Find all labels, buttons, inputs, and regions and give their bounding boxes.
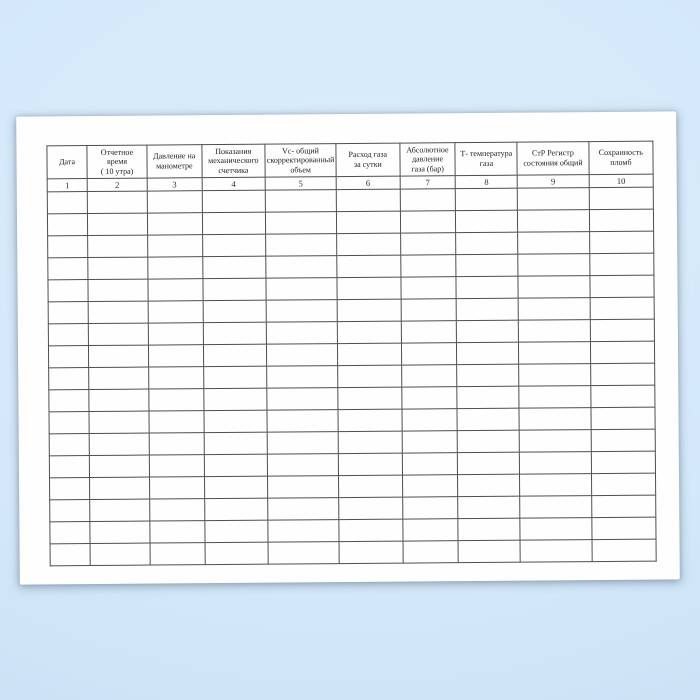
empty-log-cell — [88, 257, 148, 279]
empty-log-cell — [456, 276, 518, 298]
empty-log-cell — [48, 324, 88, 346]
empty-log-cell — [266, 234, 337, 257]
empty-log-cell — [457, 386, 519, 408]
empty-log-cell — [202, 190, 266, 212]
column-header-date: Дата — [47, 146, 87, 179]
empty-log-cell — [266, 256, 337, 279]
column-number: 5 — [265, 177, 336, 191]
empty-log-cell — [267, 432, 338, 455]
empty-log-cell — [402, 519, 458, 541]
empty-log-cell — [401, 387, 457, 409]
empty-log-cell — [518, 276, 590, 299]
empty-log-cell — [266, 300, 337, 323]
empty-log-cell — [150, 543, 205, 565]
empty-log-cell — [458, 496, 520, 518]
empty-log-cell — [148, 257, 203, 279]
empty-log-cell — [338, 387, 402, 409]
empty-log-cell — [204, 476, 268, 498]
table-body — [47, 187, 656, 566]
empty-log-cell — [401, 321, 457, 343]
column-header-mechanical-counter: Показания механического счетчика — [201, 144, 265, 177]
empty-log-cell — [268, 520, 339, 543]
empty-log-cell — [518, 320, 590, 343]
column-number: 2 — [87, 178, 147, 191]
empty-log-cell — [203, 344, 267, 366]
gas-log-table — [46, 141, 656, 567]
empty-log-cell — [402, 475, 458, 497]
empty-log-cell — [49, 390, 89, 412]
empty-log-cell — [204, 498, 268, 520]
empty-log-cell — [87, 213, 147, 235]
empty-log-cell — [266, 278, 337, 301]
empty-log-cell — [339, 497, 403, 519]
empty-log-row — [50, 539, 656, 566]
empty-log-cell — [49, 368, 89, 390]
empty-log-cell — [337, 233, 401, 255]
empty-log-cell — [149, 411, 204, 433]
empty-log-cell — [592, 517, 656, 540]
empty-log-cell — [89, 477, 149, 499]
column-number: 1 — [47, 179, 87, 192]
empty-log-cell — [590, 275, 654, 298]
empty-log-cell — [402, 497, 458, 519]
empty-log-cell — [89, 411, 149, 433]
empty-log-cell — [202, 256, 266, 278]
column-number: 3 — [147, 178, 202, 191]
empty-log-cell — [48, 258, 88, 280]
empty-log-cell — [589, 231, 653, 254]
empty-log-cell — [204, 520, 268, 542]
empty-log-cell — [458, 452, 520, 474]
empty-log-cell — [338, 431, 402, 453]
empty-log-cell — [456, 254, 518, 276]
empty-log-cell — [203, 388, 267, 410]
empty-log-cell — [401, 365, 457, 387]
empty-log-cell — [48, 302, 88, 324]
empty-log-cell — [401, 277, 457, 299]
empty-log-cell — [520, 518, 592, 541]
empty-log-cell — [589, 209, 653, 232]
empty-log-cell — [268, 542, 339, 565]
empty-log-cell — [518, 232, 590, 255]
empty-log-cell — [519, 342, 591, 365]
empty-log-cell — [88, 301, 148, 323]
empty-log-cell — [149, 367, 204, 389]
empty-log-cell — [90, 521, 150, 543]
empty-log-cell — [265, 190, 336, 213]
column-header-report-time: Отчетное время ( 10 утра) — [87, 145, 147, 178]
empty-log-cell — [456, 210, 518, 232]
empty-log-cell — [148, 323, 203, 345]
empty-log-cell — [520, 540, 592, 563]
empty-log-cell — [519, 430, 591, 453]
empty-log-cell — [590, 297, 654, 320]
column-number: 8 — [456, 175, 518, 188]
empty-log-cell — [48, 346, 88, 368]
empty-log-cell — [49, 412, 89, 434]
empty-log-cell — [591, 407, 655, 430]
empty-log-cell — [266, 212, 337, 235]
column-header-manometer-pressure: Давление на манометре — [147, 145, 202, 178]
empty-log-cell — [90, 543, 150, 565]
empty-log-cell — [518, 254, 590, 277]
empty-log-cell — [49, 434, 89, 456]
empty-log-cell — [590, 341, 654, 364]
table-header-row — [47, 141, 653, 179]
empty-log-cell — [458, 518, 520, 540]
empty-log-cell — [518, 298, 590, 321]
empty-log-cell — [88, 235, 148, 257]
empty-log-cell — [202, 212, 266, 234]
empty-log-cell — [517, 188, 589, 211]
column-header-status-register: СтР Регистр состояния общий — [517, 142, 589, 176]
empty-log-cell — [149, 455, 204, 477]
empty-log-cell — [268, 476, 339, 499]
empty-log-cell — [456, 188, 518, 210]
empty-log-cell — [520, 452, 592, 475]
empty-log-cell — [148, 279, 203, 301]
column-number: 10 — [589, 174, 653, 188]
column-header-corrected-volume: Vc- общий скорректированный объем — [265, 144, 336, 178]
empty-log-cell — [202, 278, 266, 300]
empty-log-cell — [203, 410, 267, 432]
empty-log-cell — [147, 213, 202, 235]
empty-log-cell — [519, 408, 591, 431]
empty-log-cell — [205, 542, 269, 564]
empty-log-cell — [400, 189, 456, 211]
empty-log-cell — [266, 322, 337, 345]
empty-log-cell — [337, 299, 401, 321]
empty-log-cell — [402, 409, 458, 431]
empty-log-cell — [400, 255, 456, 277]
empty-log-cell — [49, 456, 89, 478]
column-header-absolute-pressure: Абсолютное давление газа (бар) — [400, 143, 456, 176]
empty-log-cell — [89, 455, 149, 477]
empty-log-cell — [149, 389, 204, 411]
empty-log-cell — [590, 385, 654, 408]
column-number: 4 — [202, 177, 266, 190]
empty-log-cell — [589, 253, 653, 276]
empty-log-cell — [149, 433, 204, 455]
empty-log-cell — [88, 279, 148, 301]
empty-log-cell — [458, 430, 520, 452]
empty-log-cell — [267, 344, 338, 367]
empty-log-cell — [47, 214, 87, 236]
empty-log-cell — [338, 453, 402, 475]
empty-log-cell — [204, 454, 268, 476]
empty-log-cell — [88, 323, 148, 345]
column-number: 7 — [400, 176, 456, 189]
empty-log-cell — [518, 210, 590, 233]
empty-log-cell — [457, 320, 519, 342]
empty-log-cell — [403, 541, 459, 563]
empty-log-cell — [267, 388, 338, 411]
empty-log-cell — [150, 521, 205, 543]
empty-log-cell — [89, 367, 149, 389]
empty-log-cell — [202, 234, 266, 256]
empty-log-cell — [267, 366, 338, 389]
empty-log-cell — [50, 522, 90, 544]
empty-log-cell — [336, 211, 400, 233]
empty-log-cell — [458, 540, 520, 562]
empty-log-cell — [402, 453, 458, 475]
empty-log-cell — [267, 454, 338, 477]
empty-log-cell — [149, 477, 204, 499]
empty-log-cell — [267, 410, 338, 433]
empty-log-cell — [337, 321, 401, 343]
empty-log-cell — [148, 345, 203, 367]
empty-log-cell — [589, 187, 653, 210]
empty-log-cell — [50, 478, 90, 500]
empty-log-cell — [48, 236, 88, 258]
empty-log-cell — [203, 300, 267, 322]
empty-log-cell — [520, 496, 592, 519]
empty-log-cell — [50, 500, 90, 522]
empty-log-cell — [457, 408, 519, 430]
empty-log-cell — [591, 429, 655, 452]
empty-log-cell — [203, 322, 267, 344]
empty-log-cell — [50, 544, 90, 566]
empty-log-cell — [339, 541, 403, 563]
empty-log-cell — [203, 366, 267, 388]
empty-log-cell — [592, 539, 656, 562]
column-header-daily-consumption: Расход газа за сутки — [336, 143, 400, 176]
empty-log-cell — [519, 364, 591, 387]
column-number: 6 — [336, 176, 400, 189]
empty-log-cell — [89, 389, 149, 411]
empty-log-cell — [520, 474, 592, 497]
empty-log-cell — [337, 343, 401, 365]
column-number: 9 — [517, 175, 589, 189]
empty-log-cell — [400, 211, 456, 233]
empty-log-cell — [591, 495, 655, 518]
column-header-gas-temperature: Т- температура газа — [455, 142, 517, 175]
empty-log-cell — [268, 498, 339, 521]
empty-log-cell — [519, 386, 591, 409]
empty-log-cell — [90, 499, 150, 521]
empty-log-cell — [400, 233, 456, 255]
empty-log-cell — [89, 433, 149, 455]
empty-log-cell — [336, 189, 400, 211]
empty-log-cell — [458, 474, 520, 496]
empty-log-cell — [337, 277, 401, 299]
empty-log-cell — [339, 475, 403, 497]
empty-log-cell — [339, 519, 403, 541]
empty-log-cell — [47, 192, 87, 214]
document-page — [16, 111, 680, 584]
empty-log-cell — [591, 473, 655, 496]
empty-log-cell — [457, 342, 519, 364]
empty-log-cell — [147, 191, 202, 213]
empty-log-cell — [148, 301, 203, 323]
empty-log-cell — [338, 365, 402, 387]
empty-log-cell — [457, 298, 519, 320]
empty-log-cell — [402, 431, 458, 453]
empty-log-cell — [457, 364, 519, 386]
empty-log-cell — [48, 280, 88, 302]
empty-log-cell — [590, 363, 654, 386]
empty-log-cell — [204, 432, 268, 454]
empty-log-cell — [87, 191, 147, 213]
empty-log-cell — [401, 343, 457, 365]
empty-log-cell — [88, 345, 148, 367]
empty-log-cell — [337, 255, 401, 277]
empty-log-cell — [148, 235, 203, 257]
empty-log-cell — [591, 451, 655, 474]
empty-log-cell — [590, 319, 654, 342]
empty-log-cell — [401, 299, 457, 321]
empty-log-cell — [456, 232, 518, 254]
empty-log-cell — [338, 409, 402, 431]
column-header-seal-integrity: Сохранность пломб — [589, 141, 654, 175]
empty-log-cell — [150, 499, 205, 521]
